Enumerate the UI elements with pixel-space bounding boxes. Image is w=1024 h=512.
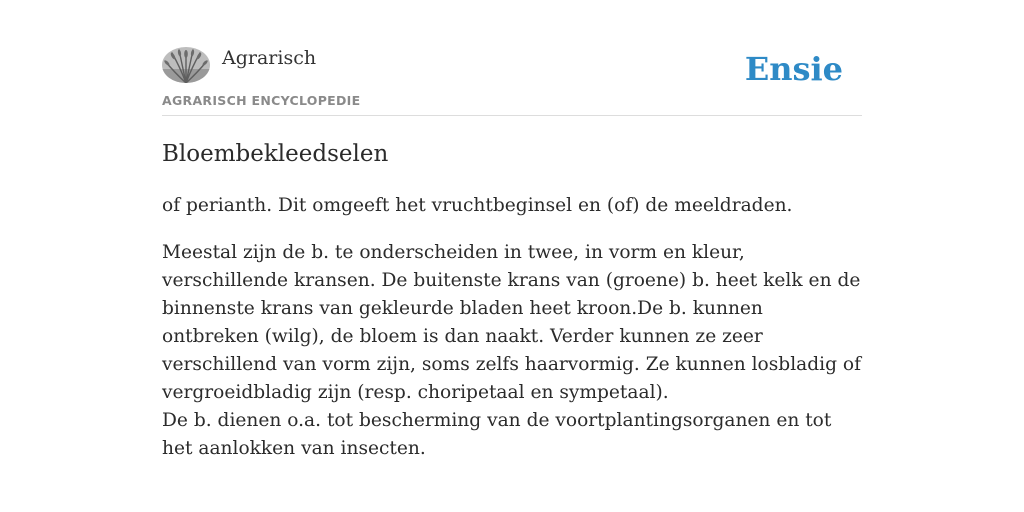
brand-logo[interactable]: Ensie — [744, 50, 843, 88]
source-name[interactable]: Agrarisch — [222, 47, 317, 69]
article-paragraph: Meestal zijn de b. te onderscheiden in twee, in vorm en kleur, verschillende kransen. De buitenste krans van (groene) b. heet kelk en de binnenste krans van gekleurde bladen heet kroon.De b. kunnen ontbreken (wilg), de bloem is dan naakt. Verder kunnen ze zeer verschillend van vorm zijn, soms zelfs haarvormig. Ze kunnen losbladig of vergroeidbladig zijn (resp. choripetaal en sympetaal). — [162, 242, 861, 403]
article-paragraph: of perianth. Dit omgeeft het vruchtbeginsel en (of) de meeldraden. — [162, 195, 793, 216]
header-divider — [162, 115, 862, 116]
source-subtitle: AGRARISCH ENCYCLOPEDIE — [162, 93, 361, 108]
article-paragraph: De b. dienen o.a. tot bescherming van de voortplantingsorganen en tot het aanlokken van insecten. — [162, 410, 832, 459]
wheat-ears-logo[interactable] — [162, 47, 210, 83]
article-page — [162, 0, 862, 512]
article-title: Bloembekleedselen — [162, 141, 389, 167]
